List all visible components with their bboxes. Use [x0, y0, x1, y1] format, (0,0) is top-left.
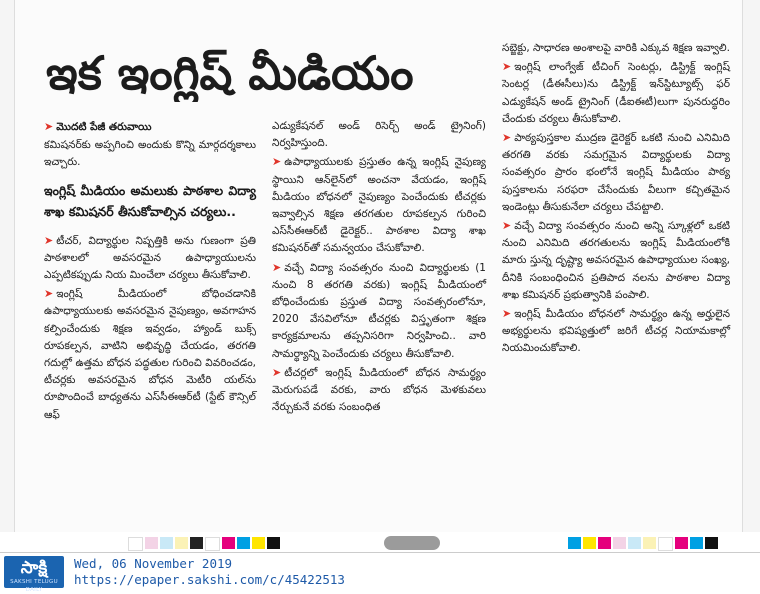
paragraph: పాఠ్యపుస్తకాల ముద్రణ డైరెక్టర్ ఒకటి నుంచి ఎనిమిది తరగతి వరకు సమగ్రమైన విద్యార్థులకు విద్యా సంవత్సరం ప్రారం భంలోనే ఇంగ్లిష్ మీడియం పాఠ్య పుస్తకాలను సరఫరా చేసేందుకు వీలుగా కచ్చితమైన ఇండెంట్లు తీసుకునేలా చర్యలు చేపట్టాలి.: [502, 132, 730, 213]
bullet-icon: ➤: [502, 60, 512, 74]
adjacent-column-left: [0, 0, 15, 532]
bullet-icon: ➤: [502, 131, 512, 145]
print-color-bar-right: [568, 537, 720, 549]
epaper-url-link[interactable]: https://epaper.sakshi.com/c/45422513: [74, 572, 345, 587]
bullet-icon: ➤: [272, 365, 282, 379]
bullet-icon: ➤: [272, 155, 282, 169]
bullet-icon: ➤: [502, 219, 512, 233]
logo-subtitle: SAKSHI TELUGU DAILY: [10, 579, 58, 593]
article-column-3: [502, 40, 730, 359]
section-subhead: ఇంగ్లిష్ మీడియం అమలుకు పాఠశాల విద్యా శాఖ కమిషనర్ తీసుకోవాల్సిన చర్యలు..: [44, 182, 256, 219]
article-headline: ఇక ఇంగ్లిష్ మీడియం: [46, 46, 414, 100]
bullet-icon: ➤: [44, 287, 54, 301]
paragraph: ఇంగ్లిష్ లాంగ్వేజ్ టీచింగ్ సెంటర్లు, డిస్ట్రిక్ట్ ఇంగ్లిష్ సెంటర్ల (డీఈసీలు)ను డిస్ట్రిక్ట్ ఇన్‌స్టిట్యూట్స్ ఫర్ ఎడ్యుకేషన్ అండ్ ట్రైనింగ్ (డీఐఈటీ)లుగా పునరుద్ధరిం చేందుకు చర్యలు తీసుకోవాలి.: [502, 61, 730, 125]
paragraph: ఇంగ్లిష్ మీడియం బోధనలో సామర్థ్యం ఉన్న అర్హులైన అభ్యర్థులను భవిష్యత్తులో జరిగే టీచర్ల నియామకాల్లో నియమించుకోవాలి.: [502, 308, 730, 355]
paragraph: సబ్జెక్టు, సాధారణ అంశాలపై వారికి ఎక్కువ శిక్షణ ఇవ్వాలి.: [502, 42, 730, 54]
bullet-icon: ➤: [502, 307, 512, 321]
continued-kicker: మొదటి పేజీ తరువాయి: [56, 121, 152, 133]
bullet-icon: ➤: [44, 233, 54, 247]
paragraph: వచ్చే విద్యా సంవత్సరం నుంచి విద్యార్థులకు (1 నుంచి 8 తరగతి వరకు) ఇంగ్లిష్ మీడియంలో బోధించేందుకు ప్రస్తుత విద్యా సంవత్సరంలోనూ, 2020 వేసవిలోనూ టీచర్లకు విస్తృతంగా శిక్షణ కార్యక్రమాలను తప్పనిసరిగా నిర్వహించి.. వారి సామర్థ్యాన్ని పెంచేందుకు చర్యలు తీసుకోవాలి.: [272, 261, 486, 360]
paragraph: టీచర్లలో ఇంగ్లిష్ మీడియంలో బోధన సామర్థ్యం మెరుగుపడే వరకు, వారు బోధన మెళకువలు నేర్చుకునే వరకు సంబంధిత: [272, 366, 486, 414]
bullet-icon: ➤: [44, 120, 54, 133]
logo-text: సాక్షి: [20, 558, 48, 578]
paragraph: ఇంగ్లిష్ మీడియంలో బోధించడానికి ఉపాధ్యాయులకు అవసరమైన నైపుణ్యం, అవగాహన కల్పించేందుకు శిక్షణ ఇవ్వడం, హ్యాండ్ బుక్స్ రూపకల్పన, వాటిని అభివృద్ధి చేయడం, తరగతి గదుల్లో ఉత్తమ బోధన పద్ధతుల గురించి వివరించడం, టీచర్లకు అవసరమైన బోధన మెటీరి యల్‌ను రూపొందించే బాధ్యతను ఎస్‌సీఈఆర్‌టీ (స్టేట్ కౌన్సిల్ ఆఫ్: [44, 288, 256, 421]
registration-mark: [384, 536, 440, 550]
paragraph: వచ్చే విద్యా సంవత్సరం నుంచి అన్ని స్కూళ్లలో ఒకటి నుంచి ఎనిమిది తరగతులను ఇంగ్లిష్ మీడియంలోకి మారు స్తున్న దృష్ట్యా అవసరమైన ఉపాధ్యాయుల సంఖ్య, దీనికి సంబంధించిన ప్రతిపాద నలను పాఠశాల విద్యా శాఖ కమిషనర్ ప్రభుత్వానికి పంపాలి.: [502, 220, 730, 301]
lead-paragraph: కమిషనర్‌కు అప్పగించి అందుకు కొన్ని మార్గదర్శకాలు ఇచ్చారు.: [44, 139, 256, 169]
bullet-icon: ➤: [272, 260, 282, 274]
sakshi-logo[interactable]: [4, 556, 64, 593]
paragraph: ఉపాధ్యాయులకు ప్రస్తుతం ఉన్న ఇంగ్లిష్ నైపుణ్య స్థాయిని ఆన్‌లైన్‌లో అంచనా వేయడం, ఇంగ్లిష్ మీడియం బోధనలో నైపుణ్యం పెంచేందుకు టీచర్లకు ఇవ్వాల్సిన శిక్షణ తరగతుల రూపకల్పన గురించి ఎస్‌సీఈఆర్‌టీ డైరెక్టర్.. పాఠశాల విద్యా శాఖ కమిషనర్‌తో సమన్వయం చేసుకోవాలి.: [272, 156, 486, 255]
adjacent-column-right: [742, 0, 760, 532]
publication-date: Wed, 06 November 2019: [74, 556, 233, 571]
paragraph: ఎడ్యుకేషనల్ అండ్ రిసెర్చ్ అండ్ ట్రైనింగ్) నిర్వహిస్తుంది.: [272, 120, 486, 150]
print-color-bar-left: [128, 537, 282, 549]
article-column-2: [272, 118, 486, 417]
article-column-1: [44, 118, 256, 425]
paragraph: టీచర్, విద్యార్థుల నిష్పత్తికి అను గుణంగా ప్రతి పాఠశాలలో అవసరమైన ఉపాధ్యాయులను ఎప్పటికప్పుడు నియ మించేలా చర్యలు తీసుకోవాలి.: [44, 234, 256, 282]
epaper-footer: [0, 552, 760, 592]
